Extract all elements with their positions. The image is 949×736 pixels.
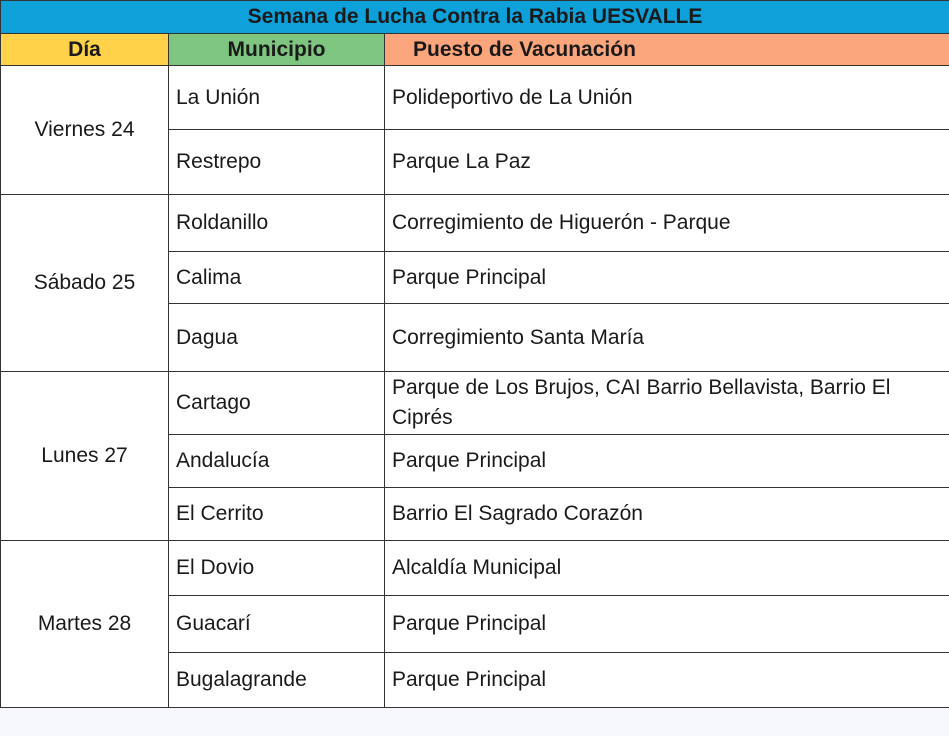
municipio-cell: Calima: [169, 252, 385, 304]
table-row: [1, 541, 949, 596]
day-cell: Viernes 24: [1, 66, 169, 195]
municipio-cell: La Unión: [169, 66, 385, 130]
municipio-cell: Restrepo: [169, 130, 385, 195]
puesto-cell: Parque Principal: [385, 435, 949, 488]
table-row: [1, 372, 949, 435]
title-row: [1, 1, 949, 34]
puesto-cell: Parque de Los Brujos, CAI Barrio Bellavista, Barrio El Ciprés: [385, 372, 949, 435]
puesto-cell: Barrio El Sagrado Corazón: [385, 488, 949, 541]
day-cell: Martes 28: [1, 541, 169, 708]
puesto-cell: Polideportivo de La Unión: [385, 66, 949, 130]
header-municipio: Municipio: [169, 34, 385, 66]
municipio-cell: Roldanillo: [169, 195, 385, 252]
header-row: [1, 34, 949, 66]
day-cell: Sábado 25: [1, 195, 169, 372]
municipio-cell: Bugalagrande: [169, 653, 385, 708]
day-cell: Lunes 27: [1, 372, 169, 541]
municipio-cell: El Dovio: [169, 541, 385, 596]
municipio-cell: Cartago: [169, 372, 385, 435]
header-dia: Día: [1, 34, 169, 66]
puesto-cell: Parque La Paz: [385, 130, 949, 195]
municipio-cell: Guacarí: [169, 596, 385, 653]
municipio-cell: El Cerrito: [169, 488, 385, 541]
puesto-cell: Parque Principal: [385, 653, 949, 708]
table-row: [1, 195, 949, 252]
puesto-cell: Alcaldía Municipal: [385, 541, 949, 596]
municipio-cell: Andalucía: [169, 435, 385, 488]
puesto-cell: Corregimiento Santa María: [385, 304, 949, 372]
table-title: Semana de Lucha Contra la Rabia UESVALLE: [1, 1, 949, 34]
header-puesto: Puesto de Vacunación: [385, 34, 949, 66]
municipio-cell: Dagua: [169, 304, 385, 372]
puesto-cell: Corregimiento de Higuerón - Parque: [385, 195, 949, 252]
puesto-cell: Parque Principal: [385, 252, 949, 304]
table-row: [1, 66, 949, 130]
puesto-cell: Parque Principal: [385, 596, 949, 653]
